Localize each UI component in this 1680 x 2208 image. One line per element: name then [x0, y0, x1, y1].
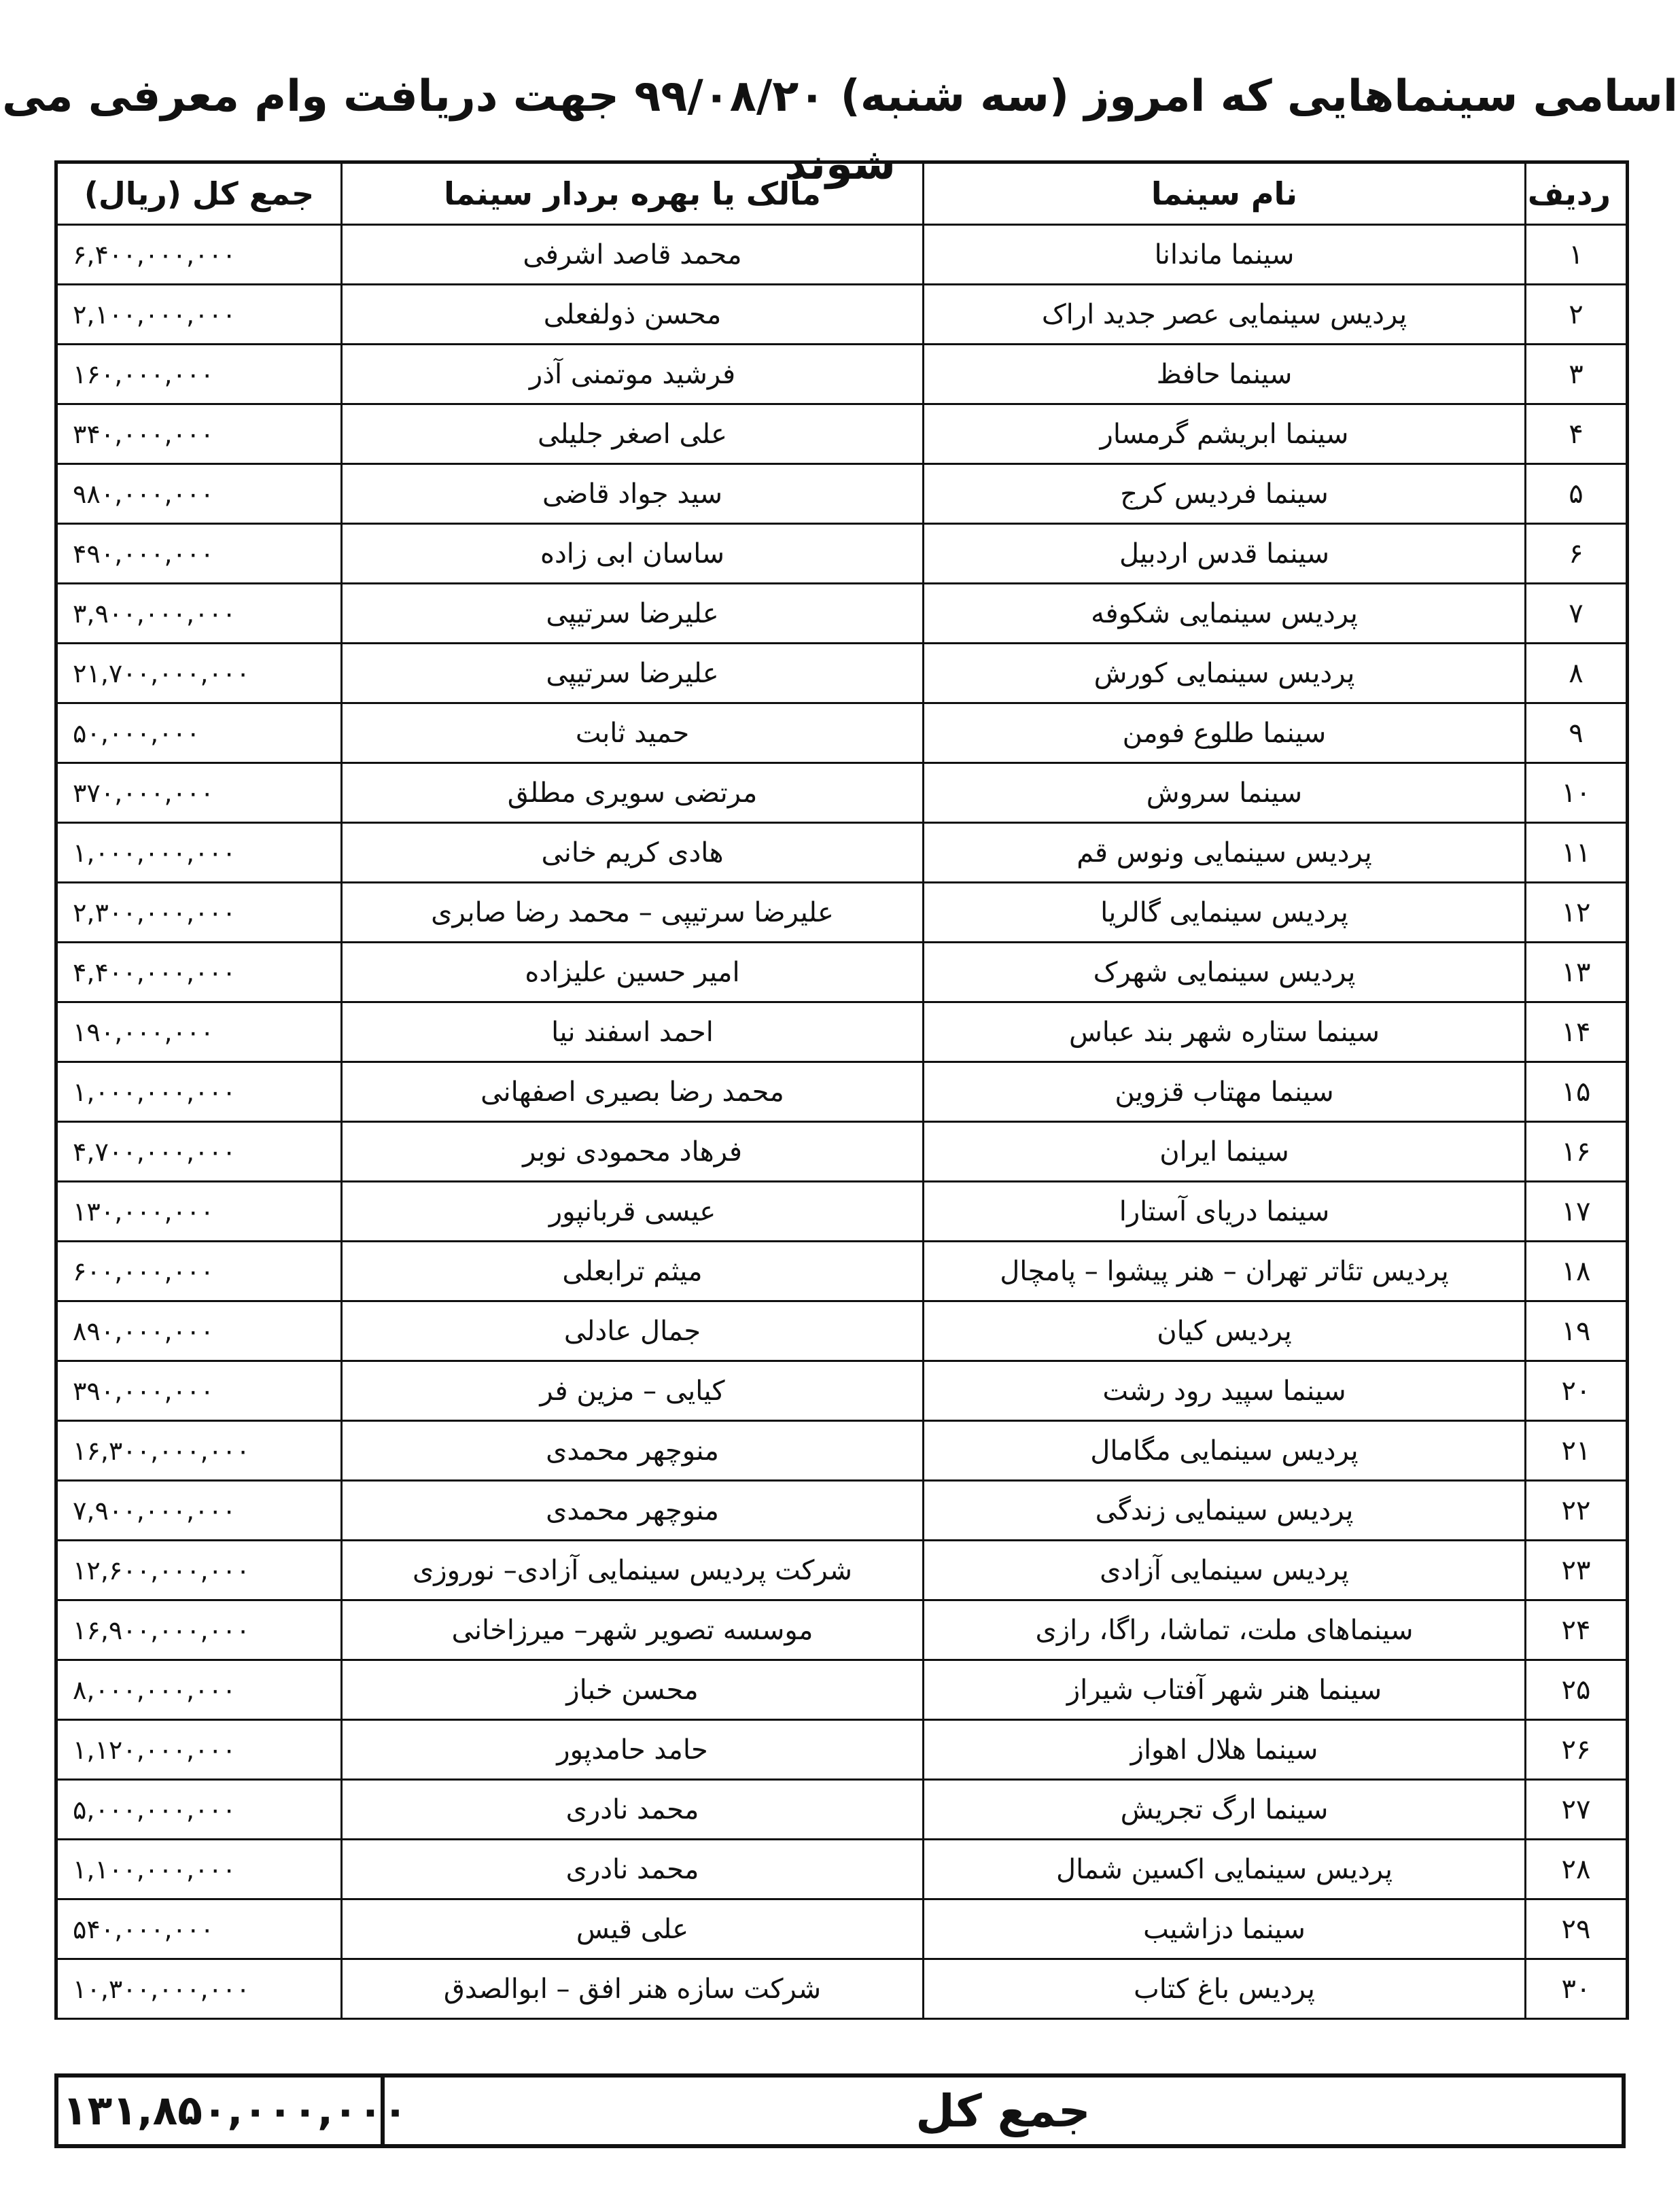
- cell-row-number: ۲۲: [1526, 1481, 1628, 1541]
- table-row: [56, 763, 1628, 823]
- cell-cinema: سینما فردیس کرج: [924, 464, 1526, 524]
- cell-cinema: سینما مهتاب قزوین: [924, 1062, 1526, 1122]
- table-row: [56, 1242, 1628, 1301]
- table-header-row: [56, 162, 1628, 225]
- cell-owner: محمد رضا بصیری اصفهانی: [342, 1062, 924, 1122]
- cell-owner: هادی کریم خانی: [342, 823, 924, 883]
- header-owner: مالک یا بهره بردار سینما: [342, 162, 924, 225]
- cell-row-number: ۲۵: [1526, 1660, 1628, 1720]
- cell-cinema: پردیس سینمایی مگامال: [924, 1421, 1526, 1481]
- header-row-number: ردیف: [1526, 162, 1628, 225]
- cell-total: ۱۲,۶۰۰,۰۰۰,۰۰۰: [56, 1541, 342, 1600]
- table-body: [56, 225, 1628, 2019]
- cell-owner: عیسی قربانپور: [342, 1182, 924, 1242]
- grand-total-label: جمع کل: [915, 2084, 1091, 2137]
- cell-total: ۱۹۰,۰۰۰,۰۰۰: [56, 1002, 342, 1062]
- cell-owner: علیرضا سرتیپی: [342, 584, 924, 644]
- table-row: [56, 644, 1628, 703]
- cell-total: ۵۴۰,۰۰۰,۰۰۰: [56, 1899, 342, 1959]
- cell-row-number: ۲۶: [1526, 1720, 1628, 1780]
- cell-total: ۳۷۰,۰۰۰,۰۰۰: [56, 763, 342, 823]
- cell-total: ۱,۰۰۰,۰۰۰,۰۰۰: [56, 823, 342, 883]
- cell-row-number: ۱۷: [1526, 1182, 1628, 1242]
- cell-owner: شرکت پردیس سینمایی آزادی– نوروزی: [342, 1541, 924, 1600]
- cell-owner: میثم ترابعلی: [342, 1242, 924, 1301]
- cell-cinema: پردیس تئاتر تهران – هنر پیشوا – پامچال: [924, 1242, 1526, 1301]
- cell-cinema: سینما هنر شهر آفتاب شیراز: [924, 1660, 1526, 1720]
- cell-cinema: سینماهای ملت، تماشا، راگا، رازی: [924, 1600, 1526, 1660]
- cell-total: ۴۹۰,۰۰۰,۰۰۰: [56, 524, 342, 584]
- cell-row-number: ۱۵: [1526, 1062, 1628, 1122]
- cell-cinema: سینما قدس اردبیل: [924, 524, 1526, 584]
- table-row: [56, 1301, 1628, 1361]
- cell-owner: احمد اسفند نیا: [342, 1002, 924, 1062]
- table-row: [56, 524, 1628, 584]
- cell-cinema: پردیس سینمایی زندگی: [924, 1481, 1526, 1541]
- cell-cinema: پردیس کیان: [924, 1301, 1526, 1361]
- cell-owner: محسن ذولفعلی: [342, 285, 924, 345]
- grand-total-amount: ۱۳۱,۸۵۰,۰۰۰,۰۰۰: [58, 2078, 385, 2144]
- cell-total: ۵۰,۰۰۰,۰۰۰: [56, 703, 342, 763]
- cell-owner: فرشید موتمنی آذر: [342, 345, 924, 404]
- cell-row-number: ۱۶: [1526, 1122, 1628, 1182]
- cell-owner: کیایی – مزین فر: [342, 1361, 924, 1421]
- cell-row-number: ۲۰: [1526, 1361, 1628, 1421]
- cell-total: ۵,۰۰۰,۰۰۰,۰۰۰: [56, 1780, 342, 1840]
- cell-total: ۱,۱۲۰,۰۰۰,۰۰۰: [56, 1720, 342, 1780]
- cell-cinema: پردیس سینمایی کورش: [924, 644, 1526, 703]
- loan-cinema-table: [54, 160, 1629, 2020]
- cell-cinema: سینما ستاره شهر بند عباس: [924, 1002, 1526, 1062]
- cell-row-number: ۱۹: [1526, 1301, 1628, 1361]
- cell-owner: موسسه تصویر شهر– میرزاخانی: [342, 1600, 924, 1660]
- cell-row-number: ۹: [1526, 703, 1628, 763]
- cell-row-number: ۲۴: [1526, 1600, 1628, 1660]
- cell-total: ۳,۹۰۰,۰۰۰,۰۰۰: [56, 584, 342, 644]
- table-row: [56, 404, 1628, 464]
- cell-cinema: سینما طلوع فومن: [924, 703, 1526, 763]
- table-row: [56, 1062, 1628, 1122]
- table-row: [56, 1541, 1628, 1600]
- cell-cinema: پردیس باغ کتاب: [924, 1959, 1526, 2019]
- cell-cinema: پردیس سینمایی ونوس قم: [924, 823, 1526, 883]
- cell-owner: محسن خباز: [342, 1660, 924, 1720]
- cell-row-number: ۲۳: [1526, 1541, 1628, 1600]
- table-row: [56, 1660, 1628, 1720]
- cell-owner: حمید ثابت: [342, 703, 924, 763]
- header-cinema: نام سینما: [924, 162, 1526, 225]
- cell-owner: امیر حسین علیزاده: [342, 943, 924, 1002]
- table-row: [56, 1122, 1628, 1182]
- cell-row-number: ۵: [1526, 464, 1628, 524]
- cell-total: ۱۶,۹۰۰,۰۰۰,۰۰۰: [56, 1600, 342, 1660]
- grand-total-box: [54, 2073, 1626, 2148]
- cell-total: ۱,۰۰۰,۰۰۰,۰۰۰: [56, 1062, 342, 1122]
- cell-cinema: پردیس سینمایی آزادی: [924, 1541, 1526, 1600]
- cell-cinema: پردیس سینمایی عصر جدید اراک: [924, 285, 1526, 345]
- table-row: [56, 285, 1628, 345]
- cell-total: ۱۶,۳۰۰,۰۰۰,۰۰۰: [56, 1421, 342, 1481]
- cell-total: ۱,۱۰۰,۰۰۰,۰۰۰: [56, 1840, 342, 1899]
- cell-row-number: ۱۲: [1526, 883, 1628, 943]
- cell-owner: مرتضی سویری مطلق: [342, 763, 924, 823]
- table-row: [56, 225, 1628, 285]
- cell-total: ۷,۹۰۰,۰۰۰,۰۰۰: [56, 1481, 342, 1541]
- cell-owner: منوچهر محمدی: [342, 1421, 924, 1481]
- cell-owner: حامد حامدپور: [342, 1720, 924, 1780]
- cell-owner: سید جواد قاضی: [342, 464, 924, 524]
- table-row: [56, 703, 1628, 763]
- table-row: [56, 1361, 1628, 1421]
- cell-total: ۴,۷۰۰,۰۰۰,۰۰۰: [56, 1122, 342, 1182]
- cell-cinema: سینما ارگ تجریش: [924, 1780, 1526, 1840]
- cell-total: ۱۰,۳۰۰,۰۰۰,۰۰۰: [56, 1959, 342, 2019]
- cell-cinema: سینما ماندانا: [924, 225, 1526, 285]
- cell-total: ۶۰۰,۰۰۰,۰۰۰: [56, 1242, 342, 1301]
- table-row: [56, 1481, 1628, 1541]
- cell-row-number: ۲۱: [1526, 1421, 1628, 1481]
- cell-row-number: ۷: [1526, 584, 1628, 644]
- table-row: [56, 1840, 1628, 1899]
- cell-total: ۲,۳۰۰,۰۰۰,۰۰۰: [56, 883, 342, 943]
- table-row: [56, 1899, 1628, 1959]
- cell-owner: علیرضا سرتیپی – محمد رضا صابری: [342, 883, 924, 943]
- table-row: [56, 464, 1628, 524]
- cell-owner: محمد نادری: [342, 1780, 924, 1840]
- cell-row-number: ۸: [1526, 644, 1628, 703]
- cell-total: ۹۸۰,۰۰۰,۰۰۰: [56, 464, 342, 524]
- cell-total: ۲۱,۷۰۰,۰۰۰,۰۰۰: [56, 644, 342, 703]
- table-row: [56, 584, 1628, 644]
- cell-owner: علی قیس: [342, 1899, 924, 1959]
- cell-row-number: ۴: [1526, 404, 1628, 464]
- cell-row-number: ۳۰: [1526, 1959, 1628, 2019]
- cell-row-number: ۲۹: [1526, 1899, 1628, 1959]
- cell-owner: علی اصغر جلیلی: [342, 404, 924, 464]
- cell-row-number: ۲۷: [1526, 1780, 1628, 1840]
- cell-row-number: ۱۴: [1526, 1002, 1628, 1062]
- cell-total: ۱۶۰,۰۰۰,۰۰۰: [56, 345, 342, 404]
- cell-row-number: ۳: [1526, 345, 1628, 404]
- cell-total: ۳۹۰,۰۰۰,۰۰۰: [56, 1361, 342, 1421]
- cell-owner: علیرضا سرتیپی: [342, 644, 924, 703]
- cell-row-number: ۲۸: [1526, 1840, 1628, 1899]
- cell-total: ۱۳۰,۰۰۰,۰۰۰: [56, 1182, 342, 1242]
- cell-total: ۲,۱۰۰,۰۰۰,۰۰۰: [56, 285, 342, 345]
- cell-cinema: سینما حافظ: [924, 345, 1526, 404]
- cell-row-number: ۱۱: [1526, 823, 1628, 883]
- table-row: [56, 1720, 1628, 1780]
- cell-row-number: ۱۳: [1526, 943, 1628, 1002]
- cell-owner: ساسان ابی زاده: [342, 524, 924, 584]
- cell-total: ۳۴۰,۰۰۰,۰۰۰: [56, 404, 342, 464]
- cell-owner: شرکت سازه هنر افق – ابوالصدق: [342, 1959, 924, 2019]
- cell-owner: محمد قاصد اشرفی: [342, 225, 924, 285]
- cell-cinema: پردیس سینمایی شکوفه: [924, 584, 1526, 644]
- cell-row-number: ۱۸: [1526, 1242, 1628, 1301]
- cell-cinema: سینما دزاشیب: [924, 1899, 1526, 1959]
- cell-owner: محمد نادری: [342, 1840, 924, 1899]
- cell-owner: جمال عادلی: [342, 1301, 924, 1361]
- cell-total: ۴,۴۰۰,۰۰۰,۰۰۰: [56, 943, 342, 1002]
- table-row: [56, 1182, 1628, 1242]
- table-row: [56, 1780, 1628, 1840]
- cell-owner: فرهاد محمودی نوبر: [342, 1122, 924, 1182]
- table-row: [56, 883, 1628, 943]
- table-row: [56, 1959, 1628, 2019]
- cell-total: ۸۹۰,۰۰۰,۰۰۰: [56, 1301, 342, 1361]
- cell-cinema: سینما سروش: [924, 763, 1526, 823]
- table-row: [56, 943, 1628, 1002]
- table-row: [56, 823, 1628, 883]
- cell-cinema: سینما سپید رود رشت: [924, 1361, 1526, 1421]
- table-row: [56, 1421, 1628, 1481]
- cell-cinema: سینما دریای آستارا: [924, 1182, 1526, 1242]
- page-title: اسامی سینماهایی که امروز (سه شنبه) ۹۹/۰۸/۲۰ جهت دریافت وام معرفی می شوند: [2, 71, 1678, 190]
- cell-cinema: پردیس سینمایی شهرک: [924, 943, 1526, 1002]
- cell-cinema: سینما ابریشم گرمسار: [924, 404, 1526, 464]
- table-row: [56, 1002, 1628, 1062]
- table-row: [56, 345, 1628, 404]
- cell-row-number: ۶: [1526, 524, 1628, 584]
- cell-total: ۶,۴۰۰,۰۰۰,۰۰۰: [56, 225, 342, 285]
- cell-cinema: پردیس سینمایی گالریا: [924, 883, 1526, 943]
- table-row: [56, 1600, 1628, 1660]
- cell-cinema: سینما هلال اهواز: [924, 1720, 1526, 1780]
- header-total: جمع کل (ریال): [56, 162, 342, 225]
- cell-row-number: ۱: [1526, 225, 1628, 285]
- cell-row-number: ۲: [1526, 285, 1628, 345]
- cell-cinema: سینما ایران: [924, 1122, 1526, 1182]
- cell-row-number: ۱۰: [1526, 763, 1628, 823]
- cell-cinema: پردیس سینمایی اکسین شمال: [924, 1840, 1526, 1899]
- cell-owner: منوچهر محمدی: [342, 1481, 924, 1541]
- cell-total: ۸,۰۰۰,۰۰۰,۰۰۰: [56, 1660, 342, 1720]
